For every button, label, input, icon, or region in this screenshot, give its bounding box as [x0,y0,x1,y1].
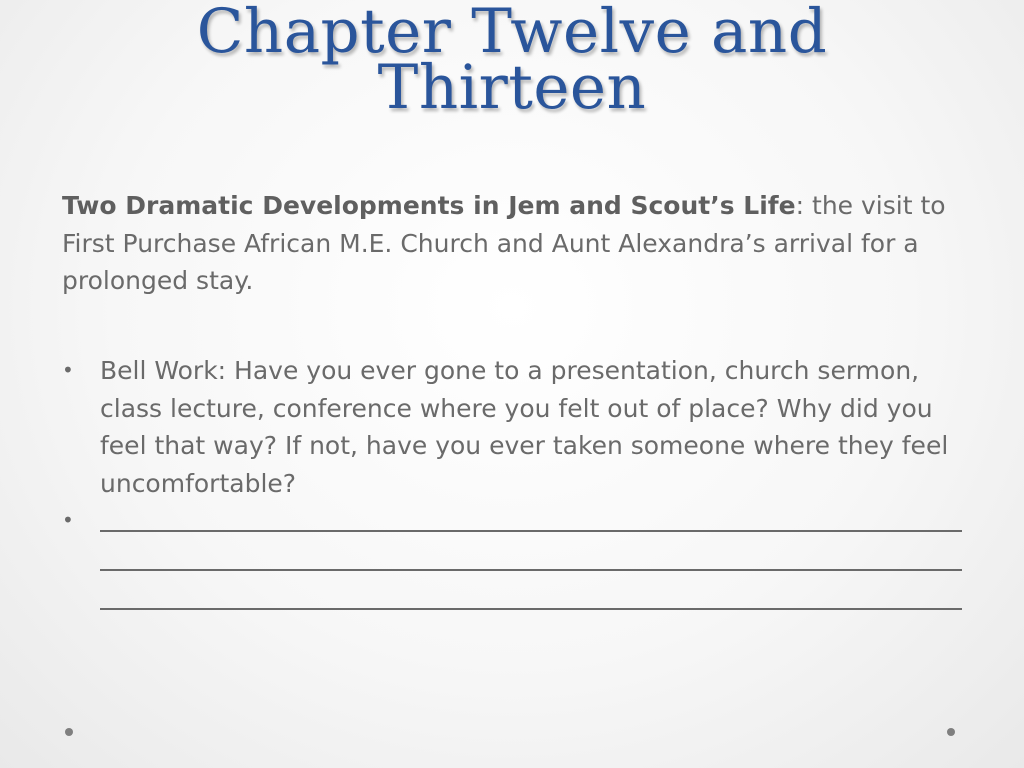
bullet-icon: • [62,358,74,382]
intro-paragraph [62,187,962,300]
answer-blank-lines [100,502,972,610]
corner-dot-right-icon [947,728,955,736]
answer-blank-line-1 [100,516,962,532]
answer-blank-line-3 [100,573,962,610]
bell-work-text: Bell Work: Have you ever gone to a presentation, church sermon, class lecture, conference where you felt out of place? Why did you feel that way? If not, have you ever taken someone where they feel uncomfortable? [100,356,949,498]
answer-blank-line-2 [100,534,962,571]
bullet-item-answer-lines [62,502,972,610]
slide-title-line-1: Chapter Twelve and [196,0,828,67]
bullet-item-bell-work [62,352,972,502]
corner-dot-left-icon [65,728,73,736]
slide-title [40,0,984,123]
bullet-list [62,352,972,610]
slide-title-line-2: Thirteen [377,52,647,123]
intro-bold-lead: Two Dramatic Developments in Jem and Scout’s Life [62,191,796,220]
intro-rest-text: : the visit to First Purchase African M.E. Church and Aunt Alexandra’s arrival for a prolonged stay. [62,191,946,295]
bullet-icon: • [62,508,74,532]
